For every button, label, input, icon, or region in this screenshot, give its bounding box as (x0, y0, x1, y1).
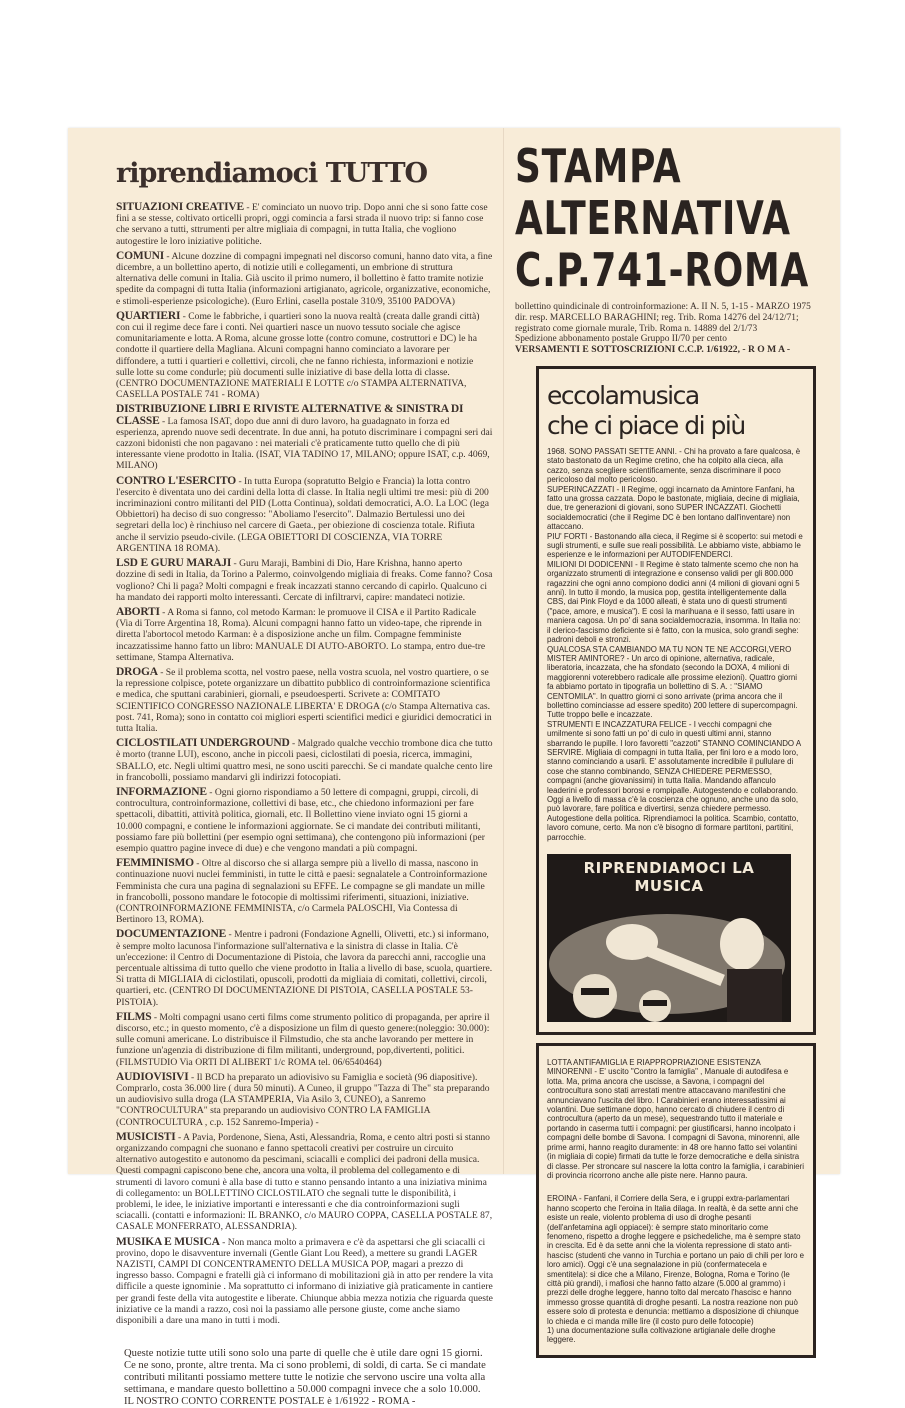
section-body: - Malgrado qualche vecchio trombone dica che tutto è morto (tranne LUI), escono, anche in piccoli paesi, ciclostilati di poesia, ricerca, immagini, SBALLO, etc. Negli ultimi quattro mesi, ne sono usciti parecchi. Se ci mandate qualche cento lire in francobolli, possiamo mandarvi gli indirizzi fotocopiati. (116, 738, 493, 783)
masthead (515, 140, 815, 296)
footer-account: IL NOSTRO CONTO CORRENTE POSTALE è 1/61922 - ROMA - (124, 1396, 416, 1408)
news-section (116, 667, 493, 734)
news-section (116, 1132, 493, 1233)
news-section (116, 476, 493, 554)
music-article-title (547, 381, 805, 441)
news-section (116, 202, 493, 247)
news-section (116, 1237, 493, 1327)
section-body: - Guru Maraji, Bambini di Dio, Hare Krishna, hanno aperto dozzine di sedi in Italia, da Torino a Palermo, coinvolgendo migliaia di freaks. Come fanno? Cosa vogliono? Chi li paga? Molti compagni e freak incazzati stanno cercando di capirlo. Qualcuno ci ha mandato dei rapporti molto interessanti. Cercate di infiltrarvi, capire: mandateci notizie. (116, 558, 493, 603)
section-body: - Non manca molto a primavera e c'è da aspettarsi che gli sciacalli ci provino, dopo le disavventure invernali (Gentle Giant Lou Reed), a mettere su grandi LAGER NAZISTI, CAMPI DI CONCENTRAMENTO DELLA MUSICA POP, magari a prezzo di ingresso basso. Compagni e fratelli già ci informano di mobilitazioni già in atto per rendere la vita difficile a queste ignominie . Ma soprattutto ci informano di iniziative già praticamente in cantiere per grandi feste della vita autogestite e liberate. Chiunque abbia mezza notizia che riguarda queste iniziative ce la mandi a razzo, così noi la passiamo alle persone giuste, come anche siamo disponibili a dare una mano in tutti i modi. (116, 1236, 493, 1327)
news-section (116, 738, 493, 783)
news-section (116, 558, 493, 603)
section-heading: MUSICISTI (116, 1130, 176, 1143)
news-section (116, 607, 493, 663)
article-paragraph: MILIONI DI DODICENNI - Il Regime è stato talmente scemo che non ha organizzato strumenti di integrazione e consenso validi per gli 800.000 ragazzini che ogni anno compiono dodici anni (4 milioni di giovani ogni 5 anni). In tutto il mondo, la musica pop, gestita intelligentemente dalla CBS, dai Pink Floyd e da 1000 alleati, è stata uno di questi strumenti ("pace, amore, e musica"). E così la marihuana e il sesso, fatti usare in maniera cagosa. Un po' di sana socialdemocrazia, insomma. In Italia no: il clerico-fascismo deficiente si è fatto, con la musica, solo grandi seghe: padroni deboli e stronzi. (547, 559, 801, 645)
news-section (116, 787, 493, 854)
masthead-line2: ALTERNATIVA (515, 191, 791, 245)
section-heading: CONTRO L'ESERCITO (116, 474, 237, 487)
section-body: - Alcune dozzine di compagni impegnati nel discorso comuni, hanno dato vita, a fine dicembre, a un bollettino aperto, di notizie utili e collegamenti, un embrione di struttura alternativa delle comuni in Italia. Già uscito il primo numero, il bollettino è fatto tramite notizie spedite da compagni di tutta Italia (informazioni artigianato, agricole, organizzative, economiche, e stimoli-esperienze psicologiche). (Euro Erlini, casella postale 310/9, 35100 PADOVA) (116, 250, 493, 307)
article-paragraph: PIU' FORTI - Bastonando alla cieca, il Regime si è scoperto: sui metodi e sugli strumenti, e sulle sue reali possibilità. Le abbiamo viste, abbiamo le esperienze e le informazioni per AUTODIFENDERCI. (547, 531, 803, 560)
left-column (116, 156, 493, 1408)
info-line: registrato come giornale murale, Trib. Roma n. 14889 del 2/1/73 (515, 323, 758, 334)
article-paragraph: LOTTA ANTIFAMIGLIA E RIAPPROPRIAZIONE ESISTENZA MINORENNI - E' uscito "Contro la famiglia" , Manuale di autodifesa e lotta. Ma, prima ancora che uscisse, a Savona, i compagni del controcultura sono stati arrestati mentre attaccavano manifestini che annunciavano l'uscita del libro. I Carabinieri erano interessatissimi ai volantini. Due settimane dopo, hanno cercato di chiudere il centro di controcultura (aperto da un mese), sequestrando tutto il materiale e portando in caserma tutti i compagni: per giustificarsi, hanno incolpato i compagni delle bombe di Savona. I compagni di Savona, minorenni, alle prime armi, hanno reagito duramente: in 48 ore hanno fatto sei volantini (in migliaia di copie) firmati da tutte le forze democratiche e della sinistra di classe. Per stroncare sul nascere la lotta contro la famiglia, i carabinieri di provincia ricorrono anche alle piste nere. Hanno paura. (547, 1058, 805, 1180)
section-heading: ABORTI (116, 605, 160, 618)
article-paragraph: QUALCOSA STA CAMBIANDO MA TU NON TE NE ACCORGI,VERO MISTER AMINTORE? - Un arco di opinione, alternativa, radicale, liberatoria, incazzata, che ha sfondato (secondo la DOXA, 4 milioni di maggiorenni voterebbero radicale alle prossime elezioni). Quattro giorni fa abbiamo portato in tipografia un bollettino di S. A. : "SIAMO CENTOMILA". In quattro giorni ci sono arrivate (prima ancora che il bollettino cominciasse ad essere spedito) 200 lettere di supercompagni. Tutte troppo belle e incazzate. (547, 644, 798, 720)
section-heading: MUSIKA E MUSICA (116, 1235, 220, 1248)
section-body: - Il BCD ha preparato un adiovisivo su Famiglia e società (96 diapositive). Comprarlo, costa 36.000 lire ( dura 50 minuti). A Cuneo, il gruppo "Tazza di The" sta preparando un audiovisivo sulla droga (LA STAMPERIA, Via Asilo 3, CUNEO), a Sanremo "CONTROCULTURA" sta preparando un audiovisivo CONTRO LA FAMIGLIA (CONTROCULTURA , c.p. 152 Sanremo-Imperia) - (116, 1071, 490, 1128)
section-heading: CICLOSTILATI UNDERGROUND (116, 737, 290, 750)
masthead-line3: C.P.741-ROMA (515, 243, 810, 297)
section-body: - A Pavia, Pordenone, Siena, Asti, Alessandria, Roma, e cento altri posti si stanno organizzando compagni che suonano e fanno spettacoli creativi per costruire un circuito alternativo autogestito e autonomo da pescimani, sciacalli e complici dei padroni della musica. Questi compagni capiscono bene che, ancora una volta, il problema del collegamento e di strumenti di lavoro comuni è alla base di tutto e stanno pensando intanto a una iniziativa minima di collegamento: un BOLLETTINO CICLOSTILATO che segnali tutte le disponibilità, i problemi, le idee, le iniziative importanti e interessanti e che dia controinformazioni sugli sciacalli. (contatti e informazioni: IL BRANKO, c/o MAURO COPPA, CASELLA POSTALE 87, CASALE MONFERRATO, ALESSANDRIA). (116, 1131, 493, 1233)
publication-info (515, 302, 815, 356)
section-body: - E' cominciato un nuovo trip. Dopo anni che si sono fatte cose fini a se stesse, coltivato orticelli propri, oggi comincia a farsi strada il nuovo trip: si fanno cose che servano a tutti, sttrumenti per altre migliaia di compagni, in tutta Italia, che vogliono autogestire le loro iniziative politiche. (116, 202, 488, 247)
section-heading: FEMMINISMO (116, 857, 194, 870)
section-heading: FILMS (116, 1010, 152, 1023)
info-line: Spedizione abbonamento postale Gruppo II/70 per cento (515, 334, 727, 345)
news-section (116, 311, 493, 401)
bottom-article-text (547, 1058, 805, 1345)
info-line: dir. resp. MARCELLO BARAGHINI; reg. Trib. Roma 14276 del 24/12/71; (515, 312, 799, 323)
article-paragraph: STRUMENTI E INCAZZATURA FELICE - I vecchi compagni che umilmente si sono fatti un po' di culo in questi ultimi anni, stanno sbarrando le pupille. I loro favoretti "cazzoti" STANNO COMINCIANDO A SERVIRE. Migliaia di compagni in tutta Italia, per fini loro e a modo loro, stanno cominciando a usarli. E' assolutamente incredibile il pullulare di cose che stanno combinando, SENZA CHIEDERE PERMESSO, compagni (anche giovanissimi) in tutta Italia. Mandando affanculo leaderini e professori borosi e rompipalle. Autogestendo e collaborando. (547, 719, 801, 795)
section-heading: DOCUMENTAZIONE (116, 928, 227, 941)
info-line: bollettino quindicinale di controinformazione: A. II N. 5, 1-15 - MARZO 1975 (515, 302, 811, 312)
news-section (116, 1072, 493, 1128)
section-body: - La famosa ISAT, dopo due anni di duro lavoro, ha guadagnato in forza ed esperienza, aprendo nuove sedi decentrate. In due anni, ha potuto discriminare i compagni seri dai cazzoni bidonisti che non pagavano : nei materiali c'è praticamente tutto quello che di più interessante viene prodotto in Italia. (ISAT, VIA TADINO 17, MILANO; oppure ISAT, c.p. 4069, MILANO) (116, 415, 493, 472)
section-heading: INFORMAZIONE (116, 785, 207, 798)
section-body: - Se il problema scotta, nel vostro paese, nella vostra scuola, nel vostro quartiere, o se la repressione colpisce, potete organizzare un dibattito pubblico di controinformazione scientifica e medica, che sputtani carabinieri, giornali, e pseudoesperti. Scrivete a: COMITATO SCIENTIFICO CONGRESSO NAZIONALE LIBERTA' E DROGA (c/o Stampa Alternativa cas. post. 741, Roma); sono in contatto coi migliori esperti scientifici medici e giuridici democratici in tutta Italia. (116, 666, 492, 734)
section-heading: QUARTIERI (116, 309, 181, 322)
section-heading: AUDIOVISIVI (116, 1070, 189, 1083)
article-paragraph: EROINA - Fanfani, il Corriere della Sera, e i gruppi extra-parlamentari hanno scoperto che l'eroina in Italia dilaga. In realtà, è da sette anni che esiste un reale, violento problema di uso di droghe pesanti (dell'anfetamina agli oppiacei): è sempre stato minoritario come fenomeno, rispetto a droghe leggere e psichedeliche, ma è sempre stato in crescita. Ed è da sette anni che la violenta repressione di stato anti-hascisc (studenti che vanno in Turchia e portano un paio di chili per loro e loro amici). Oggi c'è una segnalazione in più (confermatecela e smentitela): si dice che a Milano, Firenze, Bologna, Roma e Torino (le città più grandi), i mafiosi che hanno fatto alzare (5.000 al grammo) i prezzi delle droghe leggere, hanno tolto dal mercato l'hascisc e hanno immesso grosse quantità di droghe pesanti. La nostra reazione non può essere solo di protesta e denuncia: mettiamo a disposizione di chiunque lo chieda e ci manda mille lire (il costo puro delle fotocopie) (547, 1194, 805, 1326)
news-section (116, 251, 493, 307)
section-heading: COMUNI (116, 249, 164, 262)
info-line: VERSAMENTI E SOTTOSCRIZIONI C.C.P. 1/61922, - R O M A - (515, 344, 791, 356)
section-body: - Mentre i padroni (Fondazione Agnelli, Olivetti, etc.) si informano, è sempre molto lacunosa l'informazione sull'alternativa e la sinistra di classe in Italia. C'è un'eccezione: il Centro di Documentazione di Pistoia, che lavora da parecchi anni, raccoglie una percentuale altissima di tutto quello che viene prodotto in Italia a livello di base, scuola, quartiere. Si tratta di MIGLIAIA di ciclostilati, opuscoli, prodotti da migliaia di comitati, collettivi, circoli, quartieri, etc. (CENTRO DI DOCUMENTAZIONE DI PISTOIA, CASELLA POSTALE 53-PISTOIA). (116, 929, 493, 1008)
news-section (116, 404, 493, 471)
section-body: - A Roma si fanno, col metodo Karman: le promuove il CISA e il Partito Radicale (Via di Torre Argentina 18, Roma). Alcuni compagni hanno fatto un video-tape, che riprende in diretta l'abortocol metodo Karman: è a disposizione anche un film. Compagne femministe incazzatissime hanno fatto un libro: MANUALE DI AUTO-ABORTO. Lo stampa, entro due-tre settimane, Stampa Alternativa. (116, 606, 486, 663)
illustration (547, 854, 791, 1022)
section-heading: DISTRIBUZIONE LIBRI E RIVISTE ALTERNATIVE & SINISTRA DI CLASSE (116, 403, 464, 427)
article-paragraph: 1) una documentazione sulla coltivazione artigianale delle droghe leggere. (547, 1326, 776, 1345)
bottom-article-box (536, 1043, 816, 1358)
title-line: eccolamusica (547, 380, 699, 410)
article-paragraph: 1968. SONO PASSATI SETTE ANNI. - Chi ha provato a fare qualcosa, è stato bastonato da un Regime cretino, che ha colpito alla cieca, alla cazzo, senza scegliere scientificamente, senza discriminare il poco pericoloso dal molto pericoloso. (547, 446, 801, 485)
section-heading: LSD E GURU MARAJI (116, 557, 232, 570)
article-paragraph: Oggi a livello di massa c'è la coscienza che ognuno, anche uno da solo, può lavorare, fare politica e divertirsi, senza chiedere permesso. Autogestione della politica. Riprendiamoci la politica. Scambio, contatto, lavoro comune, certo. Ma non c'è bisogno di formare partitoni, partitini, parrocchie. (547, 795, 799, 842)
news-section (116, 929, 493, 1007)
footer-note (116, 1348, 493, 1408)
news-section (116, 1012, 493, 1068)
section-body: - In tutta Europa (sopratutto Belgio e Francia) la lotta contro l'esercito è diventata uno dei cardini della lotta di classe. In Italia negli ultimi tre mesi: più di 200 incriminazioni contro militanti del PID (Lotta Continua), soldati democratici, A.O. La LOC (lega Obbiettori) ha deciso di suo congresso: "Aboliamo l'esercito". Dalmazio Bertulessi uno dei segretari della loc) è rinchiuso nel carcere di Gaeta., per obiezione di coscienza totale. Rifiuta anche il servizio pseudo-civile. (LEGA OBIETTORI DI COSCIENZA, VIA TORRE ARGENTINA 18 ROMA). (116, 475, 489, 554)
left-headline: riprendiamoci TUTTO (116, 158, 428, 189)
section-body: - Come le fabbriche, i quartieri sono la nuova realtà (creata dalle grandi città) con cui il regime dece fare i conti. Nei quartieri nasce un nuovo tessuto sociale che agisce comunitariamente e lotta. A Roma, alcune grosse lotte (contro comune, costruttori e DC) le ha condotte il quartiere della Magliana. Alcuni compagni hanno cominciato a lavorare per diffondere, a tutti i quartieri e collettivi, circoli, che ne fanno richiesta, informazioni e notizie sulle lotte su come condurle; più documenti sulle iniziative di base della lotta di classe. (CENTRO DOCUMENTAZIONE MATERIALI E LOTTE c/o STAMPA ALTERNATIVA, CASELLA POSTALE 741 - ROMA) (116, 310, 480, 401)
section-heading: DROGA (116, 665, 158, 678)
section-body: - Ogni giorno rispondiamo a 50 lettere di compagni, gruppi, circoli, di controcultura, controinformazione, collettivi di base, etc., che chiedono informazioni per fare spettacoli, dibattiti, attività politica, giornali, etc. Il Bollettino viene inviato ogni 15 giorni a 10.000 compagni, e contiene le informazioni aggiornate. Se ci mandate dei contributi militanti, possiamo fare più bollettini (per esempio ogni settimana), che contengono più informazioni (per esempio quattro pagine invece di due) e che vengono mandati a più compagni. (116, 786, 485, 854)
masthead-line1: STAMPA (515, 139, 682, 193)
article-paragraph: SUPERINCAZZATI - Il Regime, oggi incarnato da Amintore Fanfani, ha fatto una grossa cazzata. Dopo le bastonate, migliaia, decine di migliaia, due, tre generazioni di giovani, sono SUPER INCAZZATI. Giochetti socialdemocratici (che il Regime DC è ben lontano dall'inventare) non attaccano. (547, 484, 800, 532)
music-article-text (547, 447, 805, 842)
news-column (116, 202, 493, 1326)
section-heading: SITUAZIONI CREATIVE (116, 201, 244, 213)
illustration-caption: RIPRENDIAMOCI LA MUSICA (583, 859, 755, 896)
title-line: che ci piace di più (547, 410, 745, 440)
guitar-cartoon-illustration (547, 898, 791, 1022)
music-article-box (536, 366, 816, 1035)
right-column (515, 140, 815, 1358)
footer-text: Queste notizie tutte utili sono solo una parte di quelle che è utile dare ogni 15 giorni. Ce ne sono, pronte, altre trenta. Ma ci sono problemi, di soldi, di carta. Se ci mandate contributi militanti possiamo mettere tutte le notizie che servono uscire una volta alla settimana, e mandare questo bollettino a 50.000 compagni invece che a solo 10.000. (124, 1348, 486, 1396)
fold-line (503, 128, 504, 1174)
section-body: - Oltre al discorso che si allarga sempre più a livello di massa, nascono in continuazione nuovi nuclei femministi, in tutte le città e paesi: segnalatele a Controinformazione Femminista che cura una pagina di segnalazioni su EFFE. Le compagne se gli mandate un mille in francobolli, possono mandare le fotocopie di moltissimi riferimenti, situazioni, iniziative. (CONTROINFORMAZIONE FEMMINISTA, c/o Carmela PALOSCHI, Via Contessa di Bertinoro 13, ROMA). (116, 858, 488, 926)
section-body: - Molti compagni usano certi films come strumento politico di propaganda, per aprire il discorso, etc.; in questo momento, c'è a disposizione un film di questo genere:(noleggio: 30.000): sulle comuni americane. Lo distribuisce il Filmstudio, che sta anche lavorando per mettere in funzione un'agenzia di distribuzione di film militanti, underground, pop,divertenti, politici. (FILMSTUDIO Via ORTI DI ALIBERT 1/c ROMA tel. 06/6540464) (116, 1011, 490, 1068)
news-section (116, 858, 493, 925)
